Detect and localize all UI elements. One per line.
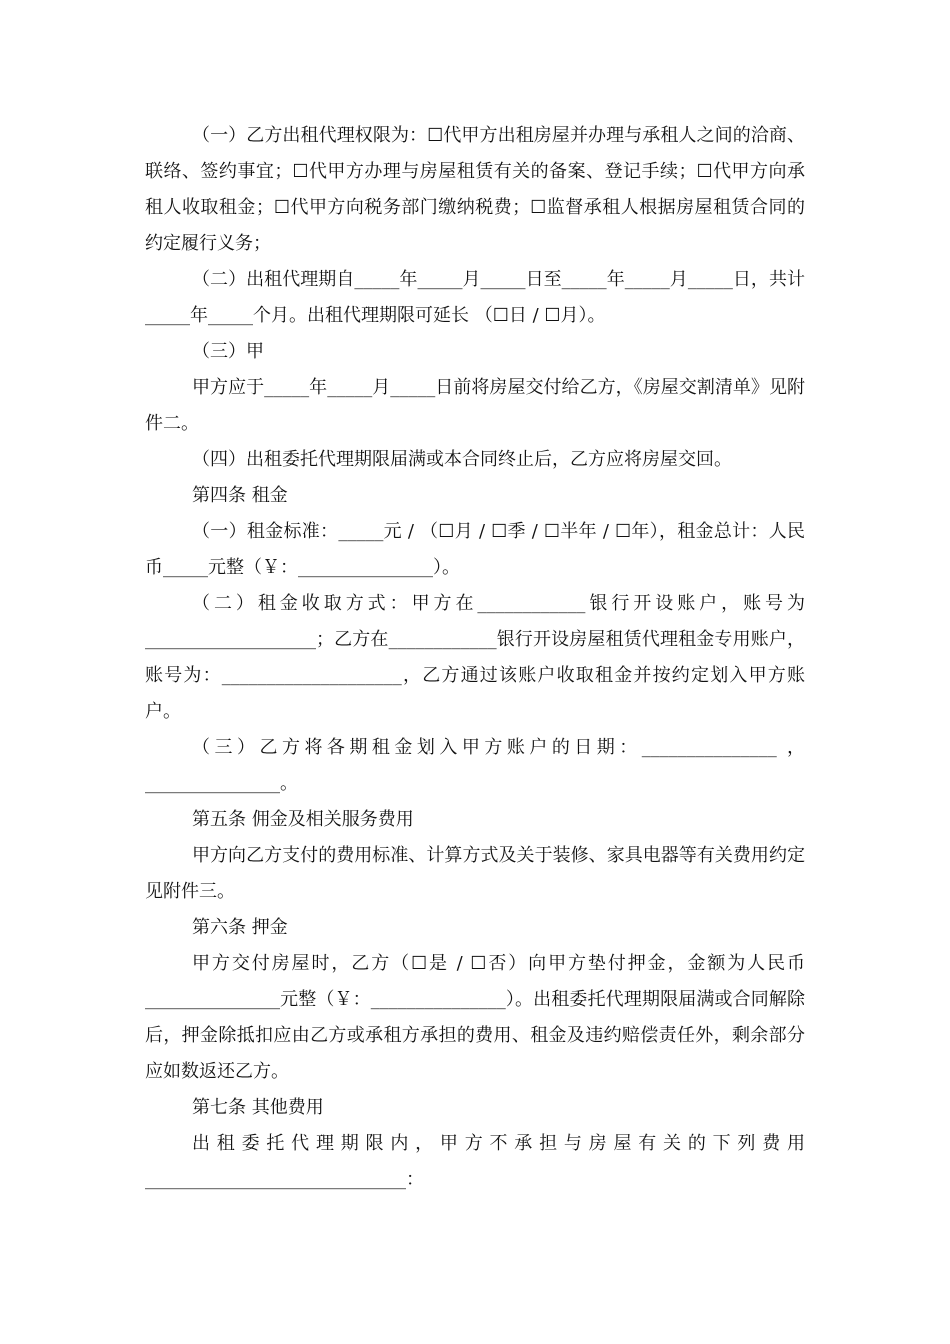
clause-agency-period: （二）出租代理期自_____年_____月_____日至_____年_____月_____日，共计_____年_____个月。出租代理期限可延长 （☐日 / ☐月）。 xyxy=(145,269,805,326)
article-five-title: 第五条 佣金及相关服务费用 xyxy=(192,809,414,830)
clause-deposit: 甲方交付房屋时，乙方（☐是 / ☐否）向甲方垫付押金，金额为人民币_______________元整（￥：_______________）。出租委托代理期限届满或合同解除后，押金除抵扣应由乙方或承租方承担的费用、租金及违约赔偿责任外，剩余部分应如数返还乙方。 xyxy=(145,953,805,1082)
clause-rent-collection: （二）租金收取方式：甲方在____________银行开设账户，账号为___________________；乙方在____________银行开设房屋租赁代理租金专用账户，账号为：____________________，乙方通过该账户收取租金并按约定划入甲方账户。 xyxy=(145,593,805,722)
clause-return-house: （四）出租委托代理期限届满或本合同终止后，乙方应将房屋交回。 xyxy=(192,449,732,470)
article-six-title: 第六条 押金 xyxy=(192,917,288,938)
article-four-title: 第四条 租金 xyxy=(192,485,288,506)
clause-three-heading: （三）甲 xyxy=(192,341,264,362)
clause-rent-standard: （一）租金标准：_____元 / （☐月 / ☐季 / ☐半年 / ☐年），租金总计：人民币_____元整（￥：_______________）。 xyxy=(145,521,805,578)
clause-delivery-date: 甲方应于_____年_____月_____日前将房屋交付给乙方，《房屋交割清单》见附件二。 xyxy=(145,377,805,434)
clause-agency-scope: （一）乙方出租代理权限为：☐代甲方出租房屋并办理与承租人之间的洽商、联络、签约事宜；☐代甲方办理与房屋租赁有关的备案、登记手续；☐代甲方向承租人收取租金；☐代甲方向税务部门缴纳税费；☐监督承租人根据房屋租赁合同的约定履行义务； xyxy=(145,125,805,254)
clause-transfer-date: （三）乙方将各期租金划入甲方账户的日期：_______________ ，_______________。 xyxy=(145,737,805,794)
document-body xyxy=(145,118,805,1198)
clause-other-fees: 出租委托代理期限内，甲方不承担与房屋有关的下列费用_____________________________： xyxy=(145,1133,805,1190)
article-seven-title: 第七条 其他费用 xyxy=(192,1097,324,1118)
clause-commission: 甲方向乙方支付的费用标准、计算方式及关于装修、家具电器等有关费用约定见附件三。 xyxy=(145,845,805,902)
